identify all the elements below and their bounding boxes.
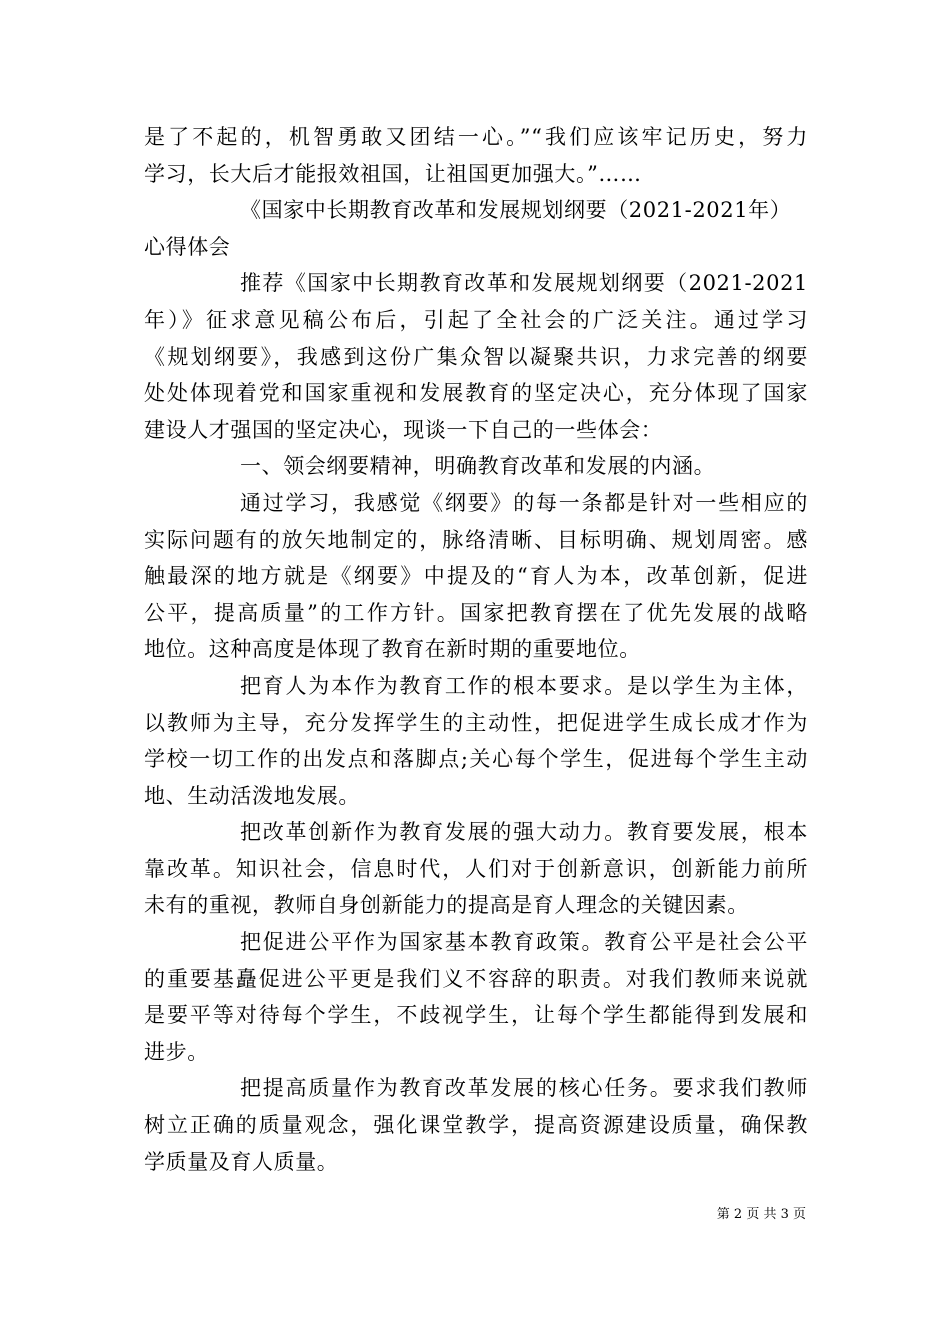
- text-line: 实际问题有的放矢地制定的，脉络清晰、目标明确、规划周密。感: [144, 527, 808, 552]
- text-line: 树立正确的质量观念，强化课堂教学，提高资源建设质量，确保教: [144, 1113, 808, 1138]
- text-line: 学习，长大后才能报效祖国，让祖国更加强大。”……: [144, 161, 642, 186]
- text-line: 学质量及育人质量。: [144, 1149, 339, 1174]
- text-line: 处处体现着党和国家重视和发展教育的坚定决心，充分体现了国家: [144, 381, 808, 406]
- text-line: 是要平等对待每个学生，不歧视学生，让每个学生都能得到发展和: [144, 1003, 808, 1028]
- document-body: [144, 119, 808, 1180]
- text-line: 《国家中长期教育改革和发展规划纲要（2021-2021年）: [240, 198, 792, 223]
- text-line: 地位。这种高度是体现了教育在新时期的重要地位。: [144, 637, 641, 662]
- text-line: 进步。: [144, 1039, 209, 1064]
- text-line: 把育人为本作为教育工作的根本要求。是以学生为主体，: [240, 673, 808, 698]
- text-line: 以教师为主导，充分发挥学生的主动性，把促进学生成长成才作为: [144, 710, 808, 735]
- text-line: 年）》征求意见稿公布后，引起了全社会的广泛关注。通过学习: [144, 307, 808, 332]
- text-line: 靠改革。知识社会，信息时代，人们对于创新意识，创新能力前所: [144, 856, 808, 881]
- text-line: 《规划纲要》，我感到这份广集众智以凝聚共识，力求完善的纲要: [144, 344, 808, 369]
- text-line: 推荐《国家中长期教育改革和发展规划纲要（2021-2021: [240, 271, 808, 296]
- page-number: 第 2 页 共 3 页: [716, 1207, 806, 1222]
- text-line: 触最深的地方就是《纲要》中提及的“育人为本，改革创新，促进: [144, 564, 808, 589]
- text-line: 把改革创新作为教育发展的强大动力。教育要发展，根本: [240, 820, 808, 845]
- text-line: 把提高质量作为教育改革发展的核心任务。要求我们教师: [240, 1076, 808, 1101]
- text-line: 公平，提高质量”的工作方针。国家把教育摆在了优先发展的战略: [144, 600, 808, 625]
- text-line: 的重要基矗促进公平更是我们义不容辞的职责。对我们教师来说就: [144, 966, 808, 991]
- text-line: 把促进公平作为国家基本教育政策。教育公平是社会公平: [240, 930, 808, 955]
- text-line: 地、生动活泼地发展。: [144, 783, 360, 808]
- text-line: 建设人才强国的坚定决心，现谈一下自己的一些体会：: [144, 417, 663, 442]
- text-line: 通过学习，我感觉《纲要》的每一条都是针对一些相应的: [240, 490, 808, 515]
- text-line: 一、领会纲要精神，明确教育改革和发展的内涵。: [240, 454, 716, 479]
- text-line: 未有的重视，教师自身创新能力的提高是育人理念的关键因素。: [144, 893, 749, 918]
- text-line: 是了不起的，机智勇敢又团结一心。”“我们应该牢记历史，努力: [144, 125, 808, 149]
- text-line: 心得体会: [144, 234, 231, 259]
- text-line: 学校一切工作的出发点和落脚点;关心每个学生，促进每个学生主动: [144, 747, 808, 772]
